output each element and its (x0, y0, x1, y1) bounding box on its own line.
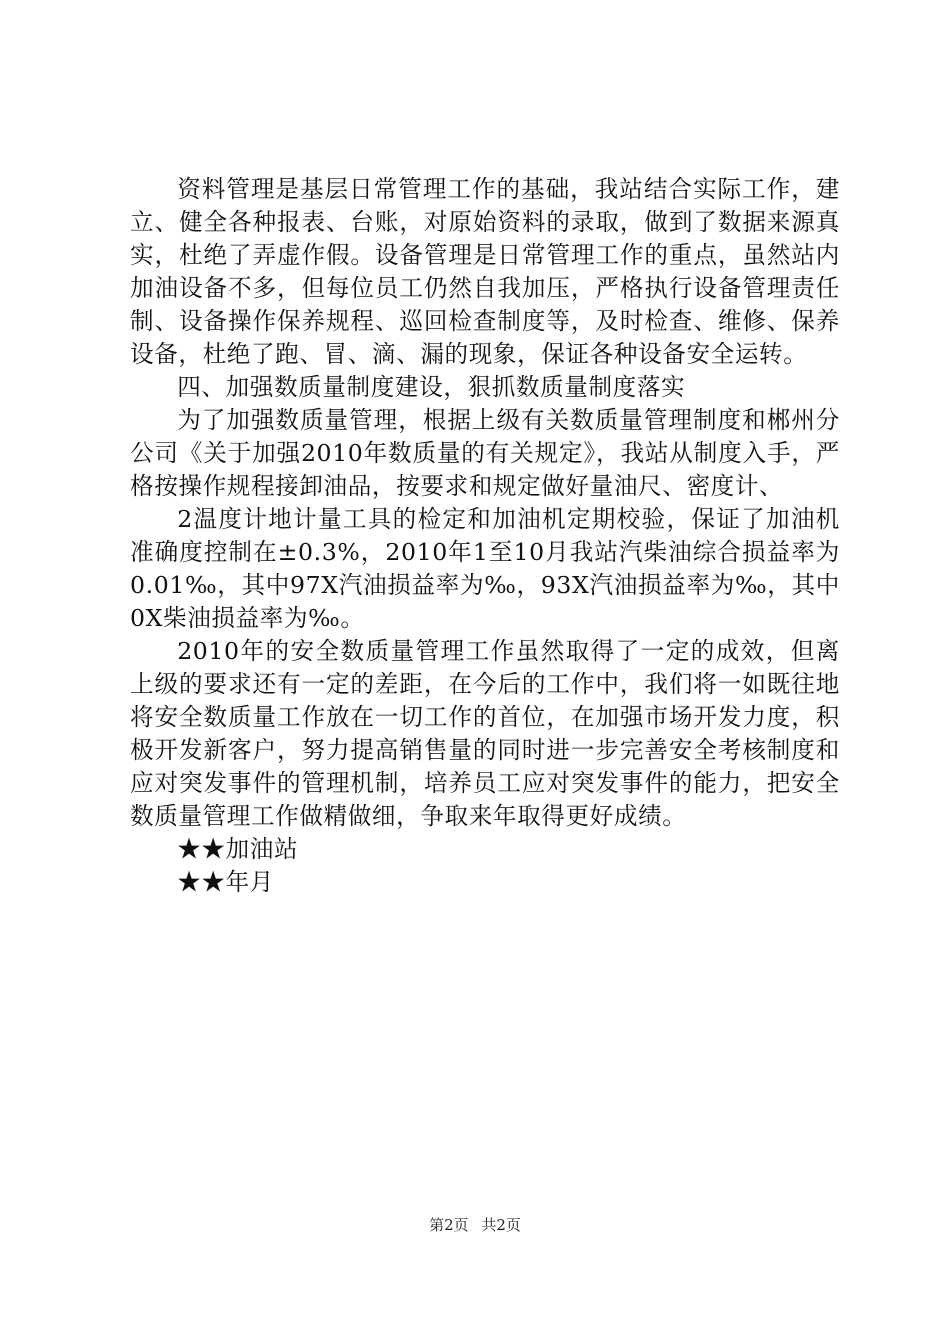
paragraph-quality-management: 为了加强数质量管理，根据上级有关数质量管理制度和郴州分公司《关于加强2010年数质量的有关规定》，我站从制度入手，严格按操作规程接卸油品，按要求和规定做好量油尺、密度计、 (130, 406, 840, 500)
section-heading-four: 四、加强数质量制度建设，狠抓数质量制度落实 (177, 373, 686, 401)
paragraph-summary: 2010年的安全数质量管理工作虽然取得了一定的成效，但离上级的要求还有一定的差距，在今后的工作中，我们将一如既往地将安全数质量工作放在一切工作的首位，在加强市场开发力度，积极开发新客户，努力提高销售量的同时进一步完善安全考核制度和应对突发事件的管理机制，培养员工应对突发事件的能力，把安全数质量管理工作做精做细，争取来年取得更好成绩。 (130, 637, 840, 830)
page-total: 共2页 (481, 1216, 521, 1234)
page-number: 第2页 (429, 1216, 469, 1234)
signoff-date: ★★年月 (177, 868, 274, 896)
document-body (130, 173, 840, 899)
page-footer (0, 1214, 950, 1235)
paragraph-data-management: 资料管理是基层日常管理工作的基础，我站结合实际工作，建立、健全各种报表、台账，对原始资料的录取，做到了数据来源真实，杜绝了弄虚作假。设备管理是日常管理工作的重点，虽然站内加油设备不多，但每位员工仍然自我加压，严格执行设备管理责任制、设备操作保养规程、巡回检查制度等，及时检查、维修、保养设备，杜绝了跑、冒、滴、漏的现象，保证各种设备安全运转。 (130, 175, 840, 368)
paragraph-measurement-tools: 2温度计地计量工具的检定和加油机定期校验，保证了加油机准确度控制在±0.3%，2010年1至10月我站汽柴油综合损益率为0.01‰，其中97X汽油损益率为‰，93X汽油损益率为‰，其中0X柴油损益率为‰。 (130, 505, 840, 632)
signoff-station: ★★加油站 (177, 835, 299, 863)
